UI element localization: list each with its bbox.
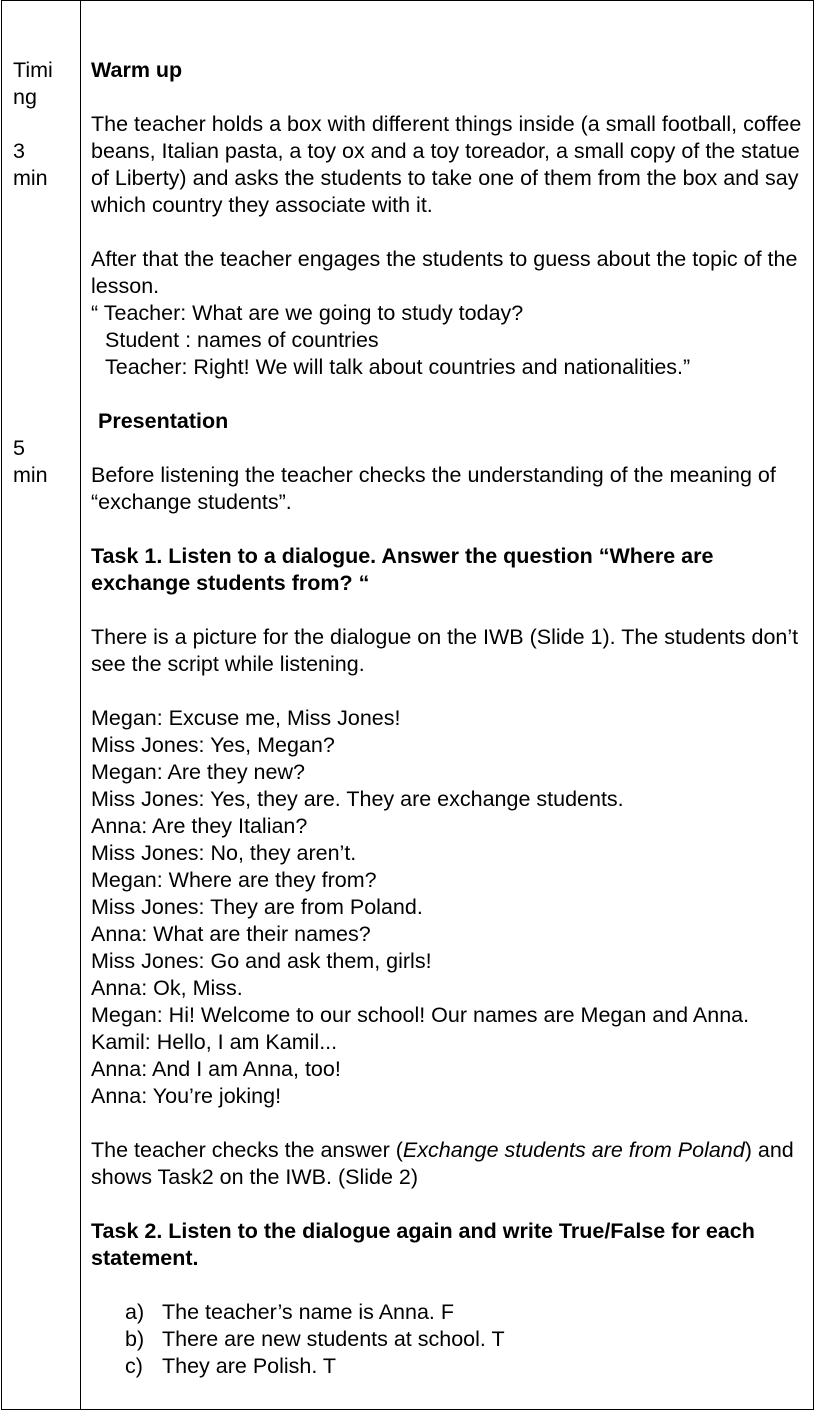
check-answer-italic: Exchange students are from Poland [402, 1138, 745, 1162]
statement-list [91, 1299, 809, 1380]
column-divider [80, 1, 81, 1409]
warmup-dialog-line-2: Student : names of countries [105, 328, 379, 352]
timing-label-part1: Timi [13, 58, 53, 82]
dialogue-line: Anna: Are they Italian? [91, 814, 308, 838]
check-answer-paragraph [91, 1137, 809, 1191]
dialogue-script [91, 705, 809, 1110]
dialogue-line: Anna: Ok, Miss. [91, 976, 243, 1000]
statement-marker: c) [125, 1354, 143, 1378]
statement-item [125, 1326, 809, 1353]
content-column [91, 57, 809, 1380]
slide1-paragraph: There is a picture for the dialogue on the IWB (Slide 1). The students don’t see the script while listening. [91, 625, 799, 676]
dialogue-line: Anna: And I am Anna, too! [91, 1057, 341, 1081]
timing-column [13, 57, 77, 489]
presentation-duration-unit: min [13, 463, 48, 487]
dialogue-line: Anna: What are their names? [91, 922, 371, 946]
warmup-dialog-line-3: Teacher: Right! We will talk about countries and nationalities.” [105, 355, 691, 379]
warmup-heading: Warm up [91, 58, 183, 82]
statement-marker: b) [125, 1327, 145, 1351]
dialogue-line: Megan: Where are they from? [91, 868, 377, 892]
statement-item [125, 1299, 809, 1326]
warmup-guess-paragraph: After that the teacher engages the students to guess about the topic of the lesson. [91, 247, 798, 298]
timing-label-part2: ng [13, 85, 37, 109]
warmup-duration-unit: min [13, 166, 48, 190]
dialogue-line: Anna: You’re joking! [91, 1084, 282, 1108]
statement-text: There are new students at school. T [162, 1327, 505, 1351]
check-answer-text-end: ) and shows Task2 on the IWB. (Slide 2) [91, 1138, 794, 1189]
statement-marker: a) [125, 1300, 145, 1324]
dialogue-line: Miss Jones: Yes, they are. They are exchange students. [91, 787, 624, 811]
dialogue-line: Megan: Hi! Welcome to our school! Our names are Megan and Anna. [91, 1003, 750, 1027]
warmup-dialog-line-1: “ Teacher: What are we going to study today? [91, 301, 524, 325]
lesson-plan-table [1, 0, 814, 1410]
task2-heading: Task 2. Listen to the dialogue again and write True/False for each statement. [91, 1219, 755, 1270]
statement-item [125, 1353, 809, 1380]
dialogue-line: Miss Jones: No, they aren’t. [91, 841, 357, 865]
dialogue-line: Miss Jones: They are from Poland. [91, 895, 423, 919]
dialogue-line: Kamil: Hello, I am Kamil... [91, 1030, 338, 1054]
dialogue-line: Miss Jones: Go and ask them, girls! [91, 949, 432, 973]
presentation-heading: Presentation [98, 409, 229, 433]
dialogue-line: Megan: Are they new? [91, 760, 305, 784]
statement-text: They are Polish. T [162, 1354, 337, 1378]
dialogue-line: Miss Jones: Yes, Megan? [91, 733, 335, 757]
statement-text: The teacher’s name is Anna. F [162, 1300, 455, 1324]
check-answer-text-start: The teacher checks the answer ( [91, 1138, 403, 1162]
warmup-duration-number: 3 [13, 139, 25, 163]
task1-heading: Task 1. Listen to a dialogue. Answer the question “Where are exchange students from? “ [91, 544, 714, 595]
dialogue-line: Megan: Excuse me, Miss Jones! [91, 706, 401, 730]
warmup-paragraph: The teacher holds a box with different things inside (a small football, coffee beans, Italian pasta, a toy ox and a toy toreador, a small copy of the statue of Liberty) and asks the students to take one of them from the box and say which country they associate with it. [91, 112, 802, 217]
presentation-duration-number: 5 [13, 436, 25, 460]
presentation-paragraph: Before listening the teacher checks the understanding of the meaning of “exchange students”. [91, 463, 776, 514]
